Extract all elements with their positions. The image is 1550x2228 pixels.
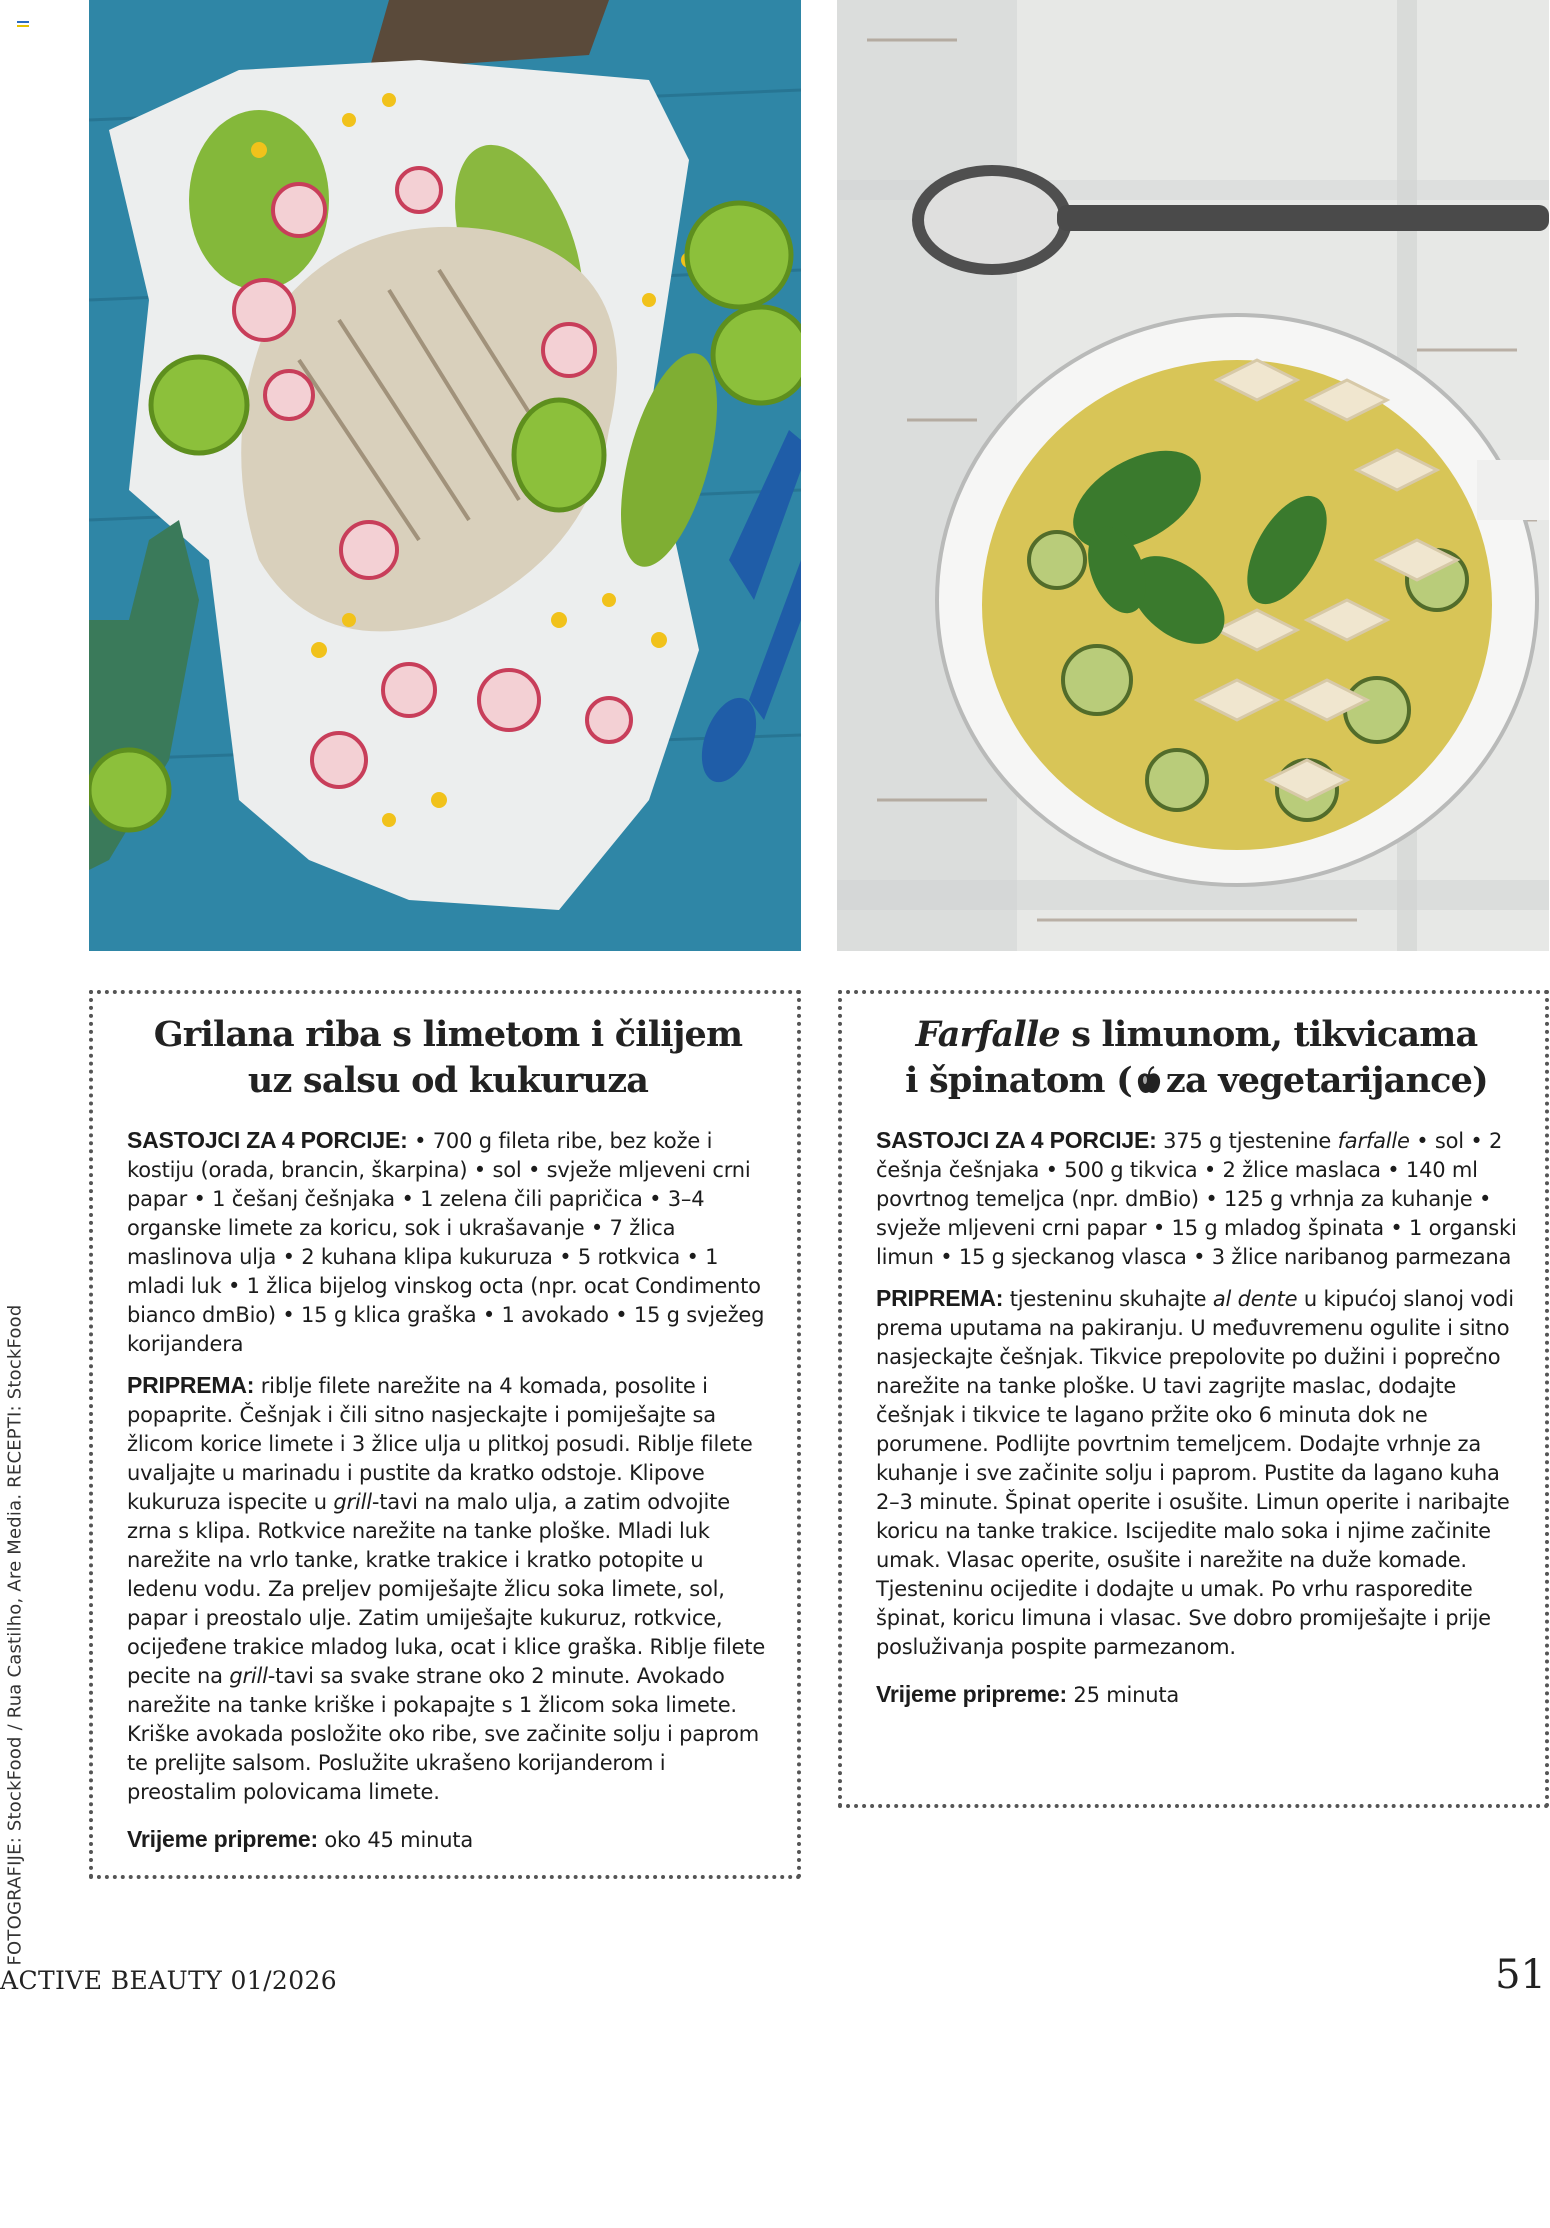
recipe-title [876,1012,1517,1104]
ingredients-label: SASTOJCI ZA 4 PORCIJE: [127,1127,408,1153]
recipe-grilled-fish [89,990,801,1879]
ingredients-text-2: • sol • 2 češnja češnjaka • 500 g tikvica • 2 žlice maslaca • 140 ml povrtnog temeljca (npr. dmBio) • 125 g vrhnja za kuhanje • svježe mljeveni crni papar • 15 g mladog špinata • 1 organski limun • 15 g sjeckanog vlasca • 3 žlice naribanog parmezana [876,1129,1517,1269]
photo-credit: FOTOGRAFIJE: StockFood / Rua Castilho, Are Media. RECEPTI: StockFood [4,1304,26,1966]
recipe-title [127,1012,769,1104]
method-italic: al dente [1212,1287,1298,1311]
method [876,1284,1517,1662]
method-text-1: tjesteninu skuhajte [1009,1287,1213,1311]
corner-mark [17,21,29,29]
recipe-farfalle [838,990,1549,1808]
magazine-issue: ACTIVE BEAUTY 01/2026 [0,1966,338,1995]
recipe-title-line-2-end: za vegetarijance) [1165,1060,1488,1101]
photo-farfalle [837,0,1549,951]
recipe-title-line-2-start: i špinatom ( [905,1060,1132,1101]
ingredients-italic: farfalle [1337,1129,1410,1153]
ingredients-text: • 700 g fileta ribe, bez kože i kostiju (orada, brancin, škarpina) • sol • svježe mljeveni crni papar • 1 češanj češnjaka • 1 zelena čili papričica • 3–4 organske limete za koricu, sok i ukrašavanje • 7 žlica maslinova ulja • 2 kuhana klipa kukuruza • 5 rotkvica • 1 mladi luk • 1 žlica bijelog vinskog octa (npr. ocat Condimento bianco dmBio) • 15 g klica graška • 1 avokado • 15 g svježeg korijandera [127,1129,765,1356]
prep-time [127,1825,769,1855]
prep-time-value: oko 45 minuta [324,1828,474,1852]
ingredients [127,1126,769,1359]
method-text-1: riblje filete narežite na 4 komada, posolite i popaprite. Češnjak i čili sitno nasjeckajte i pomiješajte sa žlicom korice limete i 3 žlice ulja u plitkoj posudi. Riblje filete uvaljajte u marinadu i pustite da kratko odstoje. Klipove kukuruza ispecite u [127,1374,753,1514]
recipe-title-italic: Farfalle [915,1014,1060,1055]
ingredients-text-1: 375 g tjestenine [1163,1129,1338,1153]
method-label: PRIPREMA: [127,1372,255,1398]
recipe-title-line-1: Grilana riba s limetom i čilijem [153,1014,743,1055]
page-number: 51 [1495,1952,1546,1998]
prep-time-label: Vrijeme pripreme: [127,1826,318,1852]
vegetarian-apple-icon [1134,1066,1164,1096]
prep-time-label: Vrijeme pripreme: [876,1681,1067,1707]
method-italic-1: grill [333,1490,372,1514]
prep-time [876,1680,1517,1710]
ingredients [876,1126,1517,1272]
method-italic-2: grill [229,1664,268,1688]
recipe-title-line-1: s limunom, tikvicama [1071,1014,1478,1055]
method-text-3: -tavi sa svake strane oko 2 minute. Avokado narežite na tanke kriške i pokapajte s 1 žlicom soka limete. Kriške avokada posložite oko ribe, sve začinite solju i paprom te prelijte salsom. Poslužite ukrašeno korijanderom i preostalim polovicama limete. [127,1664,759,1804]
recipe-title-line-2: uz salsu od kukuruza [247,1060,649,1101]
method [127,1371,769,1807]
method-text-2: u kipućoj slanoj vodi prema uputama na pakiranju. U međuvremenu ogulite i sitno nasjeckajte češnjak. Tikvice prepolovite po dužini i poprečno narežite na tanke ploške. U tavi zagrijte maslac, dodajte češnjak i tikvice te lagano pržite oko 6 minuta dok ne porumene. Podlijte povrtnim temeljcem. Dodajte vrhnje za kuhanje i sve začinite solju i paprom. Pustite da lagano kuha 2–3 minute. Špinat operite i osušite. Limun operite i naribajte koricu na tanke trakice. Iscijedite malo soka i njime začinite umak. Vlasac operite, osušite i narežite na duže komade. Tjesteninu ocijedite i dodajte u umak. Po vrhu rasporedite špinat, koricu limuna i vlasac. Sve dobro promiješajte i prije posluživanja pospite parmezanom. [876,1287,1514,1659]
method-label: PRIPREMA: [876,1285,1004,1311]
ingredients-label: SASTOJCI ZA 4 PORCIJE: [876,1127,1157,1153]
method-text-2: -tavi na malo ulja, a zatim odvojite zrna s klipa. Rotkvice narežite na tanke ploške. Mladi luk narežite na vrlo tanke, kratke trakice i kratko potopite u ledenu vodu. Za preljev pomiješajte žlicu soka limete, sol, papar i preostalo ulje. Zatim umiješajte kukuruz, rotkvice, ocijeđene trakice mladog luka, ocat i klice graška. Riblje filete pecite na [127,1490,766,1688]
prep-time-value: 25 minuta [1073,1683,1180,1707]
photo-grilled-fish [89,0,801,951]
